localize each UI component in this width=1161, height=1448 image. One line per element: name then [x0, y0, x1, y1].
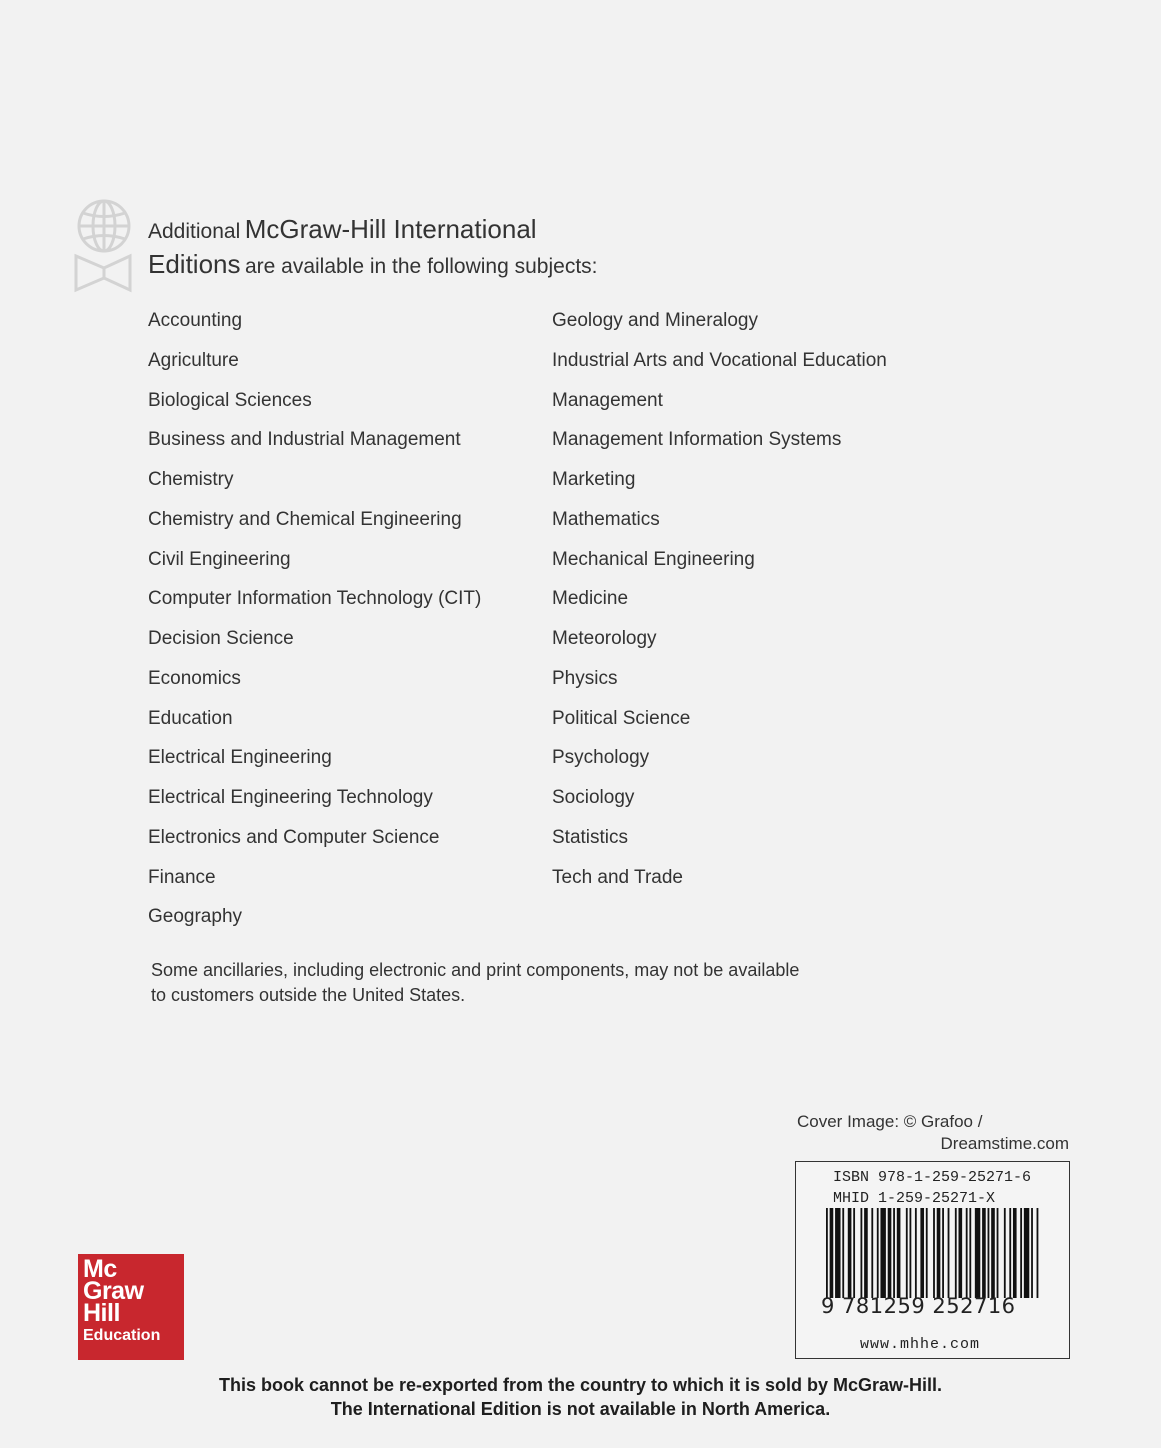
barcode-bar [826, 1208, 828, 1298]
note-line: Some ancillaries, including electronic and print components, may not be available [151, 960, 800, 980]
credit-line: Dreamstime.com [940, 1134, 1069, 1153]
subject-item: Agriculture [148, 349, 239, 371]
barcode-bar [942, 1208, 944, 1298]
subject-item: Electrical Engineering [148, 747, 332, 769]
barcode-bar [893, 1208, 895, 1298]
barcode-bar [880, 1208, 885, 1298]
subject-item: Geography [148, 906, 243, 928]
subject-item: Management [552, 389, 663, 411]
barcode-bar [1031, 1208, 1033, 1298]
barcode-bar [975, 1208, 980, 1298]
heading-brand-editions: Editions [148, 249, 241, 279]
heading-brand: McGraw-Hill International [244, 214, 537, 244]
logo-text: Education [83, 1327, 161, 1344]
subject-item: Computer Information Technology (CIT) [148, 588, 482, 610]
subject-item: Marketing [552, 469, 636, 490]
barcode-bar [1004, 1208, 1006, 1298]
heading-suffix: are available in the following subjects: [244, 255, 598, 278]
logo-text: Graw [83, 1277, 144, 1305]
barcode-bar [897, 1208, 901, 1298]
subject-item: Medicine [552, 588, 629, 610]
barcode-bar [877, 1208, 879, 1298]
barcode-bar [948, 1208, 950, 1298]
barcode-bar [955, 1208, 957, 1298]
isbn-number: ISBN 978-1-259-25271-6 [833, 1169, 1032, 1186]
credit-line: Cover Image: © Grafoo / [797, 1112, 983, 1131]
subjects-list-left [148, 306, 481, 942]
subject-item: Statistics [552, 826, 629, 848]
barcode-bar [920, 1208, 924, 1298]
barcode-bar [871, 1208, 873, 1298]
footer-line: This book cannot be re-exported from the country to which it is sold by McGraw-Hill. [218, 1375, 943, 1395]
barcode-bar [848, 1208, 852, 1298]
barcode-bar [969, 1208, 971, 1298]
subject-item: Chemistry [148, 469, 234, 490]
note-line: to customers outside the United States. [151, 985, 466, 1005]
subjects-list-right [552, 306, 887, 902]
barcode-bar [830, 1208, 834, 1298]
barcode-bar [1020, 1208, 1022, 1298]
subject-item: Finance [148, 866, 216, 888]
barcode-bar [1009, 1208, 1011, 1298]
barcode-bar [937, 1208, 941, 1298]
footer-line: The International Edition is not available in North America. [330, 1399, 831, 1419]
barcode-bar [909, 1208, 911, 1298]
subject-item: Electrical Engineering Technology [148, 787, 433, 808]
mhid-number: MHID 1-259-25271-X [833, 1190, 996, 1207]
subject-item: Meteorology [552, 628, 657, 649]
barcode-icon [826, 1208, 1042, 1298]
barcode-bar [959, 1208, 963, 1298]
mcgraw-hill-education-logo [78, 1254, 184, 1360]
subject-item: Electronics and Computer Science [148, 826, 440, 848]
subject-item: Tech and Trade [552, 866, 683, 888]
barcode-bar [888, 1208, 892, 1298]
barcode-bar [864, 1208, 868, 1298]
subject-item: Civil Engineering [148, 548, 291, 570]
page-heading [148, 214, 598, 284]
barcode-bar [860, 1208, 862, 1298]
subject-item: Psychology [552, 747, 650, 769]
barcode-bar [835, 1208, 840, 1298]
barcode-bar [997, 1208, 999, 1298]
subject-item: Mechanical Engineering [552, 548, 755, 570]
availability-note [151, 958, 911, 1008]
subject-item: Physics [552, 667, 618, 689]
barcode-bar [1013, 1208, 1017, 1298]
subject-item: Chemistry and Chemical Engineering [148, 508, 462, 530]
globe-book-icon [74, 198, 132, 296]
subject-item: Sociology [552, 787, 635, 808]
subject-item: Geology and Mineralogy [552, 310, 758, 331]
subject-item: Political Science [552, 707, 691, 729]
isbn-box [795, 1161, 1070, 1359]
subject-item: Decision Science [148, 628, 294, 649]
subject-item: Mathematics [552, 508, 660, 530]
barcode-digits: 9 781259 252716 [821, 1294, 1016, 1318]
barcode-bar [906, 1208, 908, 1298]
export-notice [0, 1373, 1161, 1421]
subject-item: Industrial Arts and Vocational Education [552, 349, 887, 371]
barcode-bar [853, 1208, 855, 1298]
barcode-bar [988, 1208, 990, 1298]
barcode-bar [915, 1208, 917, 1298]
subject-item: Accounting [148, 310, 243, 331]
subject-item: Management Information Systems [552, 429, 842, 451]
logo-text: Hill [83, 1299, 120, 1327]
barcode-bar [982, 1208, 986, 1298]
subject-item: Biological Sciences [148, 389, 312, 411]
subject-item: Economics [148, 667, 241, 689]
logo-text: Mc [83, 1255, 117, 1283]
publisher-url: www.mhhe.com [860, 1336, 981, 1353]
barcode-bar [991, 1208, 995, 1298]
barcode-bar [966, 1208, 968, 1298]
barcode-bar [1024, 1208, 1029, 1298]
subject-item: Education [148, 707, 233, 729]
barcode-bar [933, 1208, 935, 1298]
barcode-bar [926, 1208, 928, 1298]
cover-credit [797, 1111, 1069, 1155]
heading-prefix: Additional [148, 220, 241, 243]
barcode-bar [842, 1208, 844, 1298]
subject-item: Business and Industrial Management [148, 429, 461, 451]
barcode-bar [1037, 1208, 1039, 1298]
